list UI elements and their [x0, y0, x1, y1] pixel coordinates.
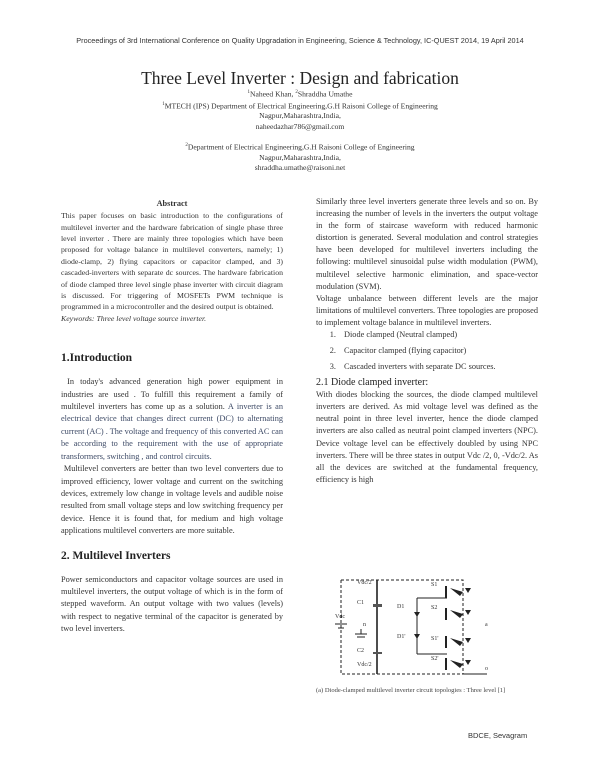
label-d1: D1: [397, 604, 405, 610]
multilevel-paragraph: Power semiconductors and capacitor voltage sources are used in multilevel inverters, the output voltage of which is in the form of stepped waveform. An output voltage with two values (levels) with respect to negative terminal of the capacitor is generated by two level inverters.: [61, 574, 283, 634]
label-n: n: [363, 622, 366, 628]
abstract-text: This paper focuses on basic introduction to the configurations of multilevel inverter and the hardware fabrication of single phase three level inverter . There are mainly three topologies which have been proposed for voltage balance in multilevel converters, namely; 1) diode-clamp, 2) flying capacitors or capacitor clamped, and 3) cascaded-inverters with separate dc sources. The hardware fabrication of diode clamped three level single phase inverter with circuit diagram is discussed. For triggering of MOSFETs PWM technique is programmed in a microcontroller and the desired output is obtained.: [61, 211, 283, 312]
list-item: 1. Diode clamped (Neutral clamped): [338, 329, 538, 341]
label-c1: C1: [357, 600, 365, 606]
author-names: $^1$Naheed Khan, $^2$Shraddha Umathe: [247, 89, 353, 99]
label-s2-prime: S2': [431, 656, 439, 662]
author-1-email: naheedazhar786@gmail.com: [255, 121, 345, 131]
section-heading-multilevel: 2. Multilevel Inverters: [61, 549, 171, 562]
keywords: Keywords: Three level voltage source inverter.: [61, 313, 207, 323]
label-s1-prime: S1': [431, 636, 439, 642]
conference-header: Proceedings of 3rd International Conference on Quality Upgradation in Engineering, Science & Technology, IC-QUEST 2014, 19 April 2014: [76, 36, 524, 45]
ground-icon: [355, 629, 367, 637]
subsection-heading-diode-clamped: 2.1 Diode clamped inverter:: [316, 377, 429, 389]
affiliation-2: $^2$Department of Electrical Engineering,G.H Raisoni College of Engineering: [185, 142, 415, 152]
switch-icons: [445, 586, 471, 670]
section-heading-introduction: 1.Introduction: [61, 352, 133, 365]
diode-clamped-paragraph: With diodes blocking the sources, the diode clamped multilevel inverters are derived. As mid voltage level was defined as the neutral point in three level inverter, hence the diode clamped inverters are also called as neutral point clamped inverters (NPC). Device voltage level can be effectively doubled by using NPC inverters. There will be three states in output Vdc /2, 0, -Vdc/2. As all the devices are switched at the fundamental frequency, efficiency is high: [316, 390, 538, 484]
intro-paragraph: In today's advanced generation high power equipment in industries are used . To fulfill this requirement a family of multilevel inverters has come up as a solution. A inverter is an electrical device that changes direct current (DC) to alternating current (AC) . The voltage and frequency of this converted AC can be according to the requirement with the use of appropriate transformers, switching , and control circuits. Multilevel converters are better than two level converters due to improved efficiency, lower voltage and current on the switching devices, extremely low change in voltage levels and audible noise resulted from small voltage steps and low switching frequency per device. Hence it is found that, for medium and high voltage applications multilevel converters are more suitable.: [61, 377, 284, 536]
author-block: [0, 88, 600, 173]
capacitor-c2-icon: [373, 652, 382, 654]
capacitor-c1-icon: [373, 604, 382, 607]
paper-title: Three Level Inverter : Design and fabrication: [141, 68, 459, 88]
label-o: o: [485, 666, 488, 672]
abstract-heading: Abstract: [156, 199, 188, 208]
label-d1-prime: D1': [397, 634, 406, 640]
label-vdc-half-bottom: Vdc/2: [357, 662, 372, 668]
list-item: 3. Cascaded inverters with separate DC sources.: [338, 361, 538, 373]
figure-caption: (a) Diode-clamped multilevel inverter circuit topologies : Three level [1]: [316, 687, 506, 694]
unbalance-paragraph: Voltage unbalance between different levels are the major limitations of multilevel converters. Three topologies are proposed to implement voltage balance in multilevel inverters.: [316, 293, 538, 327]
circuit-diagram: [335, 574, 505, 684]
author-2-email: shraddha.umathe@raisoni.net: [254, 162, 346, 172]
affiliation-2-city: Nagpur,Maharashtra,India,: [259, 152, 341, 162]
label-c2: C2: [357, 648, 365, 654]
right-column: [316, 196, 538, 486]
left-column: [61, 198, 283, 636]
label-a: a: [485, 622, 488, 628]
label-s2: S2: [431, 605, 438, 611]
page-footer: BDCE, Sevagram: [468, 731, 528, 740]
affiliation-1-city: Nagpur,Maharashtra,India,: [259, 111, 341, 121]
list-item: 2. Capacitor clamped (flying capacitor): [338, 345, 538, 357]
label-s1: S1: [431, 582, 438, 588]
affiliation-1: $^1$MTECH (IPS) Department of Electrical Engineering,G.H Raisoni College of Engineering: [162, 101, 438, 111]
topology-list: [316, 329, 538, 373]
multilevel-paragraph-cont: Similarly three level inverters generate three levels and so on. By increasing the number of levels in the inverters the output voltage in the form of staircase waveform with reduced harmonic distortion is generated. Several modulation and control strategies have been developed for multilevel inverters including the following: multilevel sinusoidal pulse width modulation (PWM), multilevel selective harmonic elimination, and space-vector modulation (SVM).: [316, 197, 538, 291]
label-vdc-half-top: Vdc/2: [357, 580, 372, 586]
label-vdc: Vdc: [335, 614, 345, 620]
